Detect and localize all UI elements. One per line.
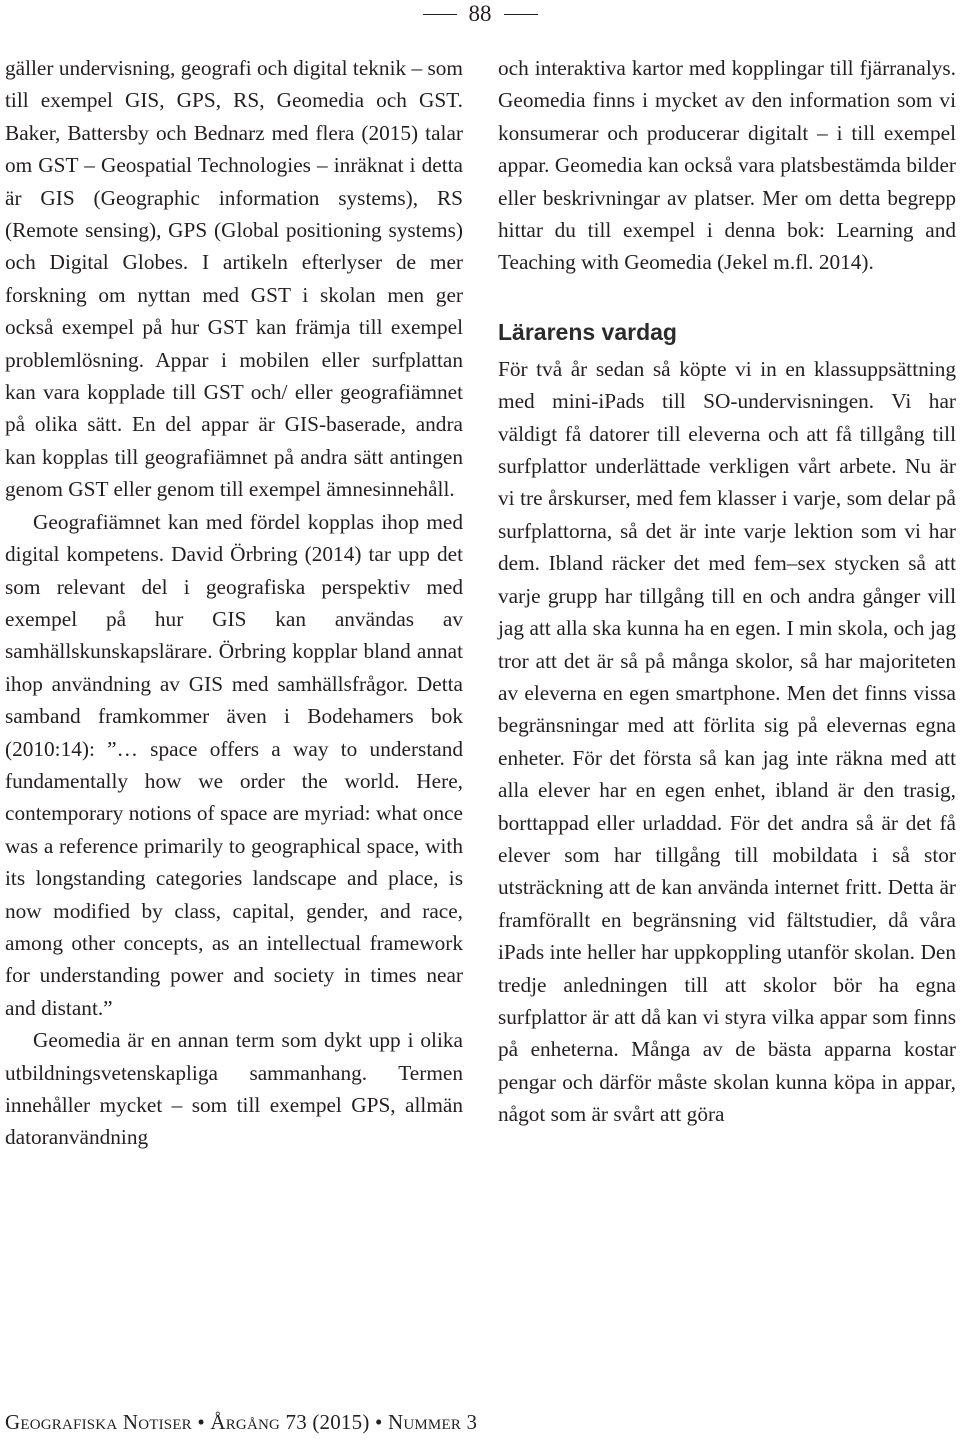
section-heading: Lärarens vardag	[498, 318, 677, 345]
page-number-dash-left	[423, 14, 457, 15]
page-number-label: 88	[468, 1, 492, 26]
left-column	[5, 52, 463, 1154]
left-paragraph-3: Geomedia är en annan term som dykt upp i olika utbildningsvetenskapliga sammanhang. Termen innehåller mycket – som till exempel GPS, allmän datoranvändning	[5, 1028, 463, 1150]
right-column	[498, 52, 956, 1131]
page-number-dash-right	[504, 14, 538, 15]
right-intro-paragraph: och interaktiva kartor med kopplingar till fjärranalys. Geomedia finns i mycket av den information som vi konsumerar och producerar digitalt – i till exempel appar. Geomedia kan också vara platsbestämda bilder eller beskrivningar av platser. Mer om detta begrepp hittar du till exempel i denna bok: Learning and Teaching with Geomedia (Jekel m.fl. 2014).	[498, 56, 956, 275]
footer-journal-info: Geografiska Notiser • Årgång 73 (2015) • Nummer 3	[5, 1410, 478, 1434]
left-paragraph-2: Geografiämnet kan med fördel kopplas ihop med digital kompetens. David Örbring (2014) tar upp det som relevant del i geografiska perspektiv med exempel på hur GIS kan användas av samhällskunskapslärare. Örbring kopplar bland annat ihop användning av GIS med samhällsfrågor. Detta samband framkommer även i Bodehamers bok (2010:14): ”… space offers a way to understand fundamentally how we order the world. Here, contemporary notions of space are myriad: what once was a reference primarily to geographical space, with its longstanding categories landscape and place, is now modified by class, capital, gender, and race, among other concepts, as an intellectual framework for understanding power and society in times near and distant.”	[5, 509, 463, 1020]
page-number	[0, 0, 960, 28]
section-paragraph: För två år sedan så köpte vi in en klassuppsättning med mini-iPads till SO-undervisningen. Vi har väldigt få datorer till eleverna och att få tillgång till surfplattor underlättade verkligen vårt arbete. Nu är vi tre årskurser, med fem klasser i varje, som delar på surfplattorna, så det är inte varje lektion som vi har dem. Ibland räcker det med fem–sex stycken så att varje grupp har tillgång till en och andra gånger vill jag att alla ska kunna ha en egen. I min skola, och jag tror att det är så på många skolor, så har majoriteten av eleverna en egen smartphone. Men det finns vissa begränsningar med att förlita sig på elevernas egna enheter. För det första så kan jag inte räkna med att alla elever har en egen enhet, ibland är den trasig, borttappad eller urladdad. För det andra så är det få elever som har tillgång till mobildata i så stor utsträckning att de kan använda internet fritt. Detta är framförallt en begränsning vid fältstudier, då våra iPads inte heller har uppkoppling utanför skolan. Den tredje anledningen till att skolor bör ha egna surfplattor är att då kan vi styra vilka appar som finns på enheterna. Många av de bästa apparna kostar pengar och därför måste skolan kunna köpa in appar, något som är svårt att göra	[498, 356, 956, 1127]
left-paragraph-1: gäller undervisning, geografi och digital teknik – som till exempel GIS, GPS, RS, Geomedia och GST. Baker, Battersby och Bednarz med flera (2015) talar om GST – Geospatial Technologies – inräknat i detta är GIS (Geographic information systems), RS (Remote sensing), GPS (Global positioning systems) och Digital Globes. I artikeln efterlyser de mer forskning om nyttan med GST i skolan men ger också exempel på hur GST kan främja till exempel problemlösning. Appar i mobilen eller surfplattan kan vara kopplade till GST och/ eller geografiämnet på olika sätt. En del appar är GIS-baserade, andra kan kopplas till geografiämnet på andra sätt antingen genom GST eller genom till exempel ämnesinnehåll.	[5, 56, 463, 502]
